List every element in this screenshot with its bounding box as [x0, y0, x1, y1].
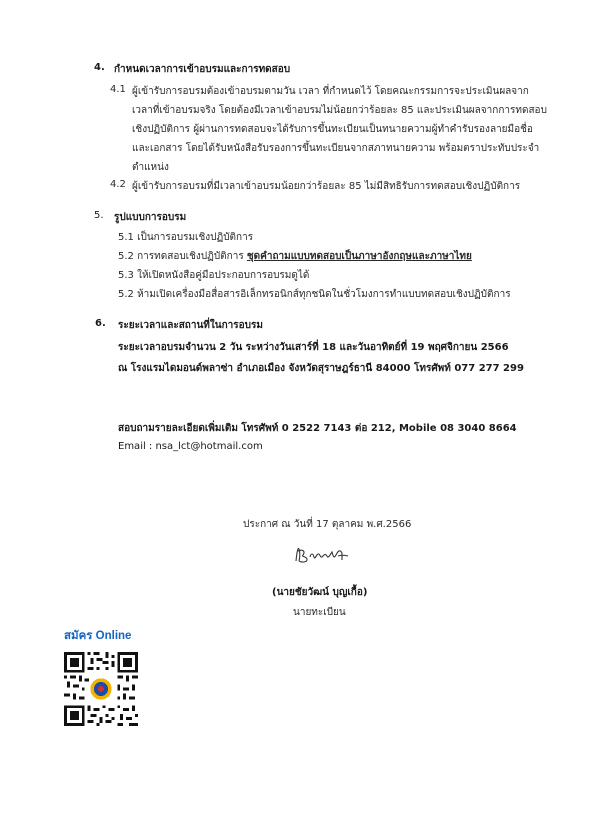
signature: [292, 543, 352, 567]
signer-name: (นายชัยวัฒน์ บุญเกื้อ): [272, 587, 368, 598]
item-4-1-number: 4.1: [110, 84, 126, 95]
item-5-1: 5.1 เป็นการอบรมเชิงปฏิบัติการ: [118, 232, 254, 243]
section-6-venue: ณ โรงแรมไดมอนด์พลาซ่า อำเภอเมือง จังหวัดสุราษฎร์ธานี 84000 โทรศัพท์ 077 277 299: [118, 363, 524, 374]
announcement-date: ประกาศ ณ วันที่ 17 ตุลาคม พ.ศ.2566: [243, 519, 412, 530]
item-5-4: 5.2 ห้ามเปิดเครื่องมือสื่อสารอิเล็กทรอนิกส์ทุกชนิดในชั่วโมงการทำแบบทดสอบเชิงปฏิบัติการ: [118, 289, 511, 300]
section-6-number: 6.: [95, 318, 106, 329]
register-qr-code[interactable]: [64, 652, 138, 726]
item-4-1-line: เชิงปฏิบัติการ ผู้ผ่านการทดสอบจะได้รับการขึ้นทะเบียนเป็นทนายความผู้ทำคำรับรองลายมือชื่อ: [132, 124, 533, 135]
item-5-2: [118, 249, 472, 264]
register-online-label[interactable]: สมัคร Online: [64, 630, 132, 642]
section-4-number: 4.: [94, 62, 105, 73]
contact-phone: สอบถามรายละเอียดเพิ่มเติม โทรศัพท์ 0 2522 7143 ต่อ 212, Mobile 08 3040 8664: [118, 423, 517, 434]
item-4-1-line: ผู้เข้ารับการอบรมต้องเข้าอบรมตามวัน เวลา ที่กำหนดไว้ โดยคณะกรรมการจะประเมินผลจาก: [132, 86, 529, 97]
item-4-2-number: 4.2: [110, 179, 126, 190]
item-4-1-line: เวลาที่เข้าอบรมจริง โดยต้องมีเวลาเข้าอบรมไม่น้อยกว่าร้อยละ 85 และประเมินผลจากการทดสอบ: [132, 105, 547, 116]
section-6-heading: ระยะเวลาและสถานที่ในการอบรม: [118, 320, 263, 331]
contact-email[interactable]: Email : nsa_lct@hotmail.com: [118, 441, 263, 452]
section-4-heading: กำหนดเวลาการเข้าอบรมและการทดสอบ: [114, 64, 291, 75]
item-4-1-line: และเอกสาร โดยได้รับหนังสือรับรองการขึ้นทะเบียนจากสภาทนายความ พร้อมตราประทับประจำ: [132, 143, 540, 154]
item-4-1-line: ตำแหน่ง: [132, 162, 169, 173]
item-4-2-text: ผู้เข้ารับการอบรมที่มีเวลาเข้าอบรมน้อยกว่าร้อยละ 85 ไม่มีสิทธิรับการทดสอบเชิงปฏิบัติการ: [132, 181, 521, 192]
section-6-duration: ระยะเวลาอบรมจำนวน 2 วัน ระหว่างวันเสาร์ที่ 18 และวันอาทิตย์ที่ 19 พฤศจิกายน 2566: [118, 342, 509, 353]
signer-title: นายทะเบียน: [293, 607, 346, 618]
item-5-2-prefix: 5.2 การทดสอบเชิงปฏิบัติการ: [118, 251, 247, 262]
section-5-heading: รูปแบบการอบรม: [114, 212, 187, 223]
qr-center-logo: [89, 677, 113, 701]
item-5-2-emphasis: ชุดคำถามแบบทดสอบเป็นภาษาอังกฤษและภาษาไทย: [246, 251, 472, 262]
item-5-3: 5.3 ให้เปิดหนังสือคู่มือประกอบการอบรมดูได้: [118, 270, 310, 281]
section-5-number: 5.: [94, 210, 104, 221]
